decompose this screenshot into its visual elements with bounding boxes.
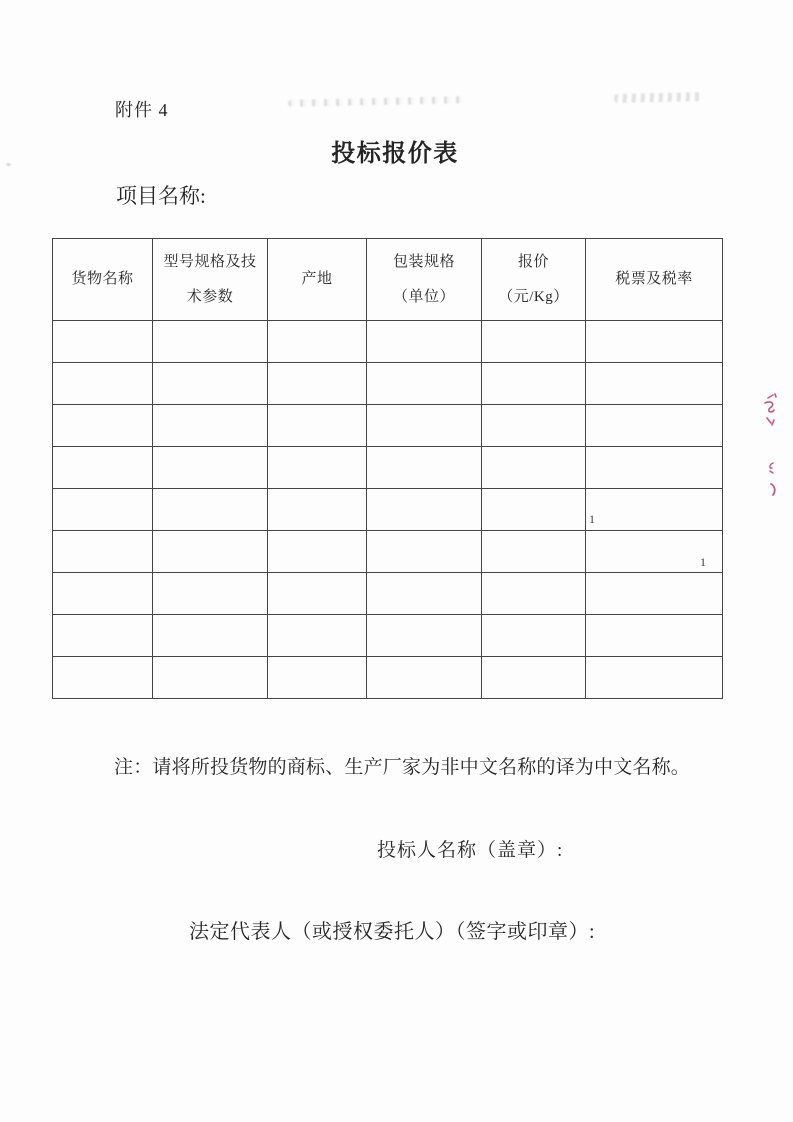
scan-smudge <box>288 96 466 107</box>
table-empty-cell <box>482 573 586 615</box>
table-row <box>53 531 723 573</box>
table-empty-cell <box>153 657 268 699</box>
table-row <box>53 489 723 531</box>
table-empty-cell <box>586 405 723 447</box>
table-empty-cell <box>367 405 482 447</box>
table-empty-cell <box>268 531 367 573</box>
table-empty-cell <box>586 321 723 363</box>
header-line: （单位） <box>392 288 455 305</box>
table-empty-cell <box>153 447 268 489</box>
table-empty-cell <box>482 363 586 405</box>
header-cell-packaging <box>367 239 482 321</box>
table-empty-cell <box>367 489 482 531</box>
header-line: 产地 <box>301 271 333 287</box>
table-empty-cell <box>53 615 153 657</box>
legal-representative-label: 法定代表人（或授权委托人）（签字或印章）: <box>189 921 596 943</box>
table-empty-cell <box>53 363 153 405</box>
table-empty-cell <box>268 447 367 489</box>
table-empty-cell <box>586 489 723 531</box>
table-empty-cell <box>367 573 482 615</box>
table-empty-cell <box>268 489 367 531</box>
header-line: 税票及税率 <box>615 271 693 287</box>
header-line: 货物名称 <box>71 271 134 287</box>
table-empty-cell <box>482 615 586 657</box>
header-cell-unit-price <box>482 239 586 321</box>
table-empty-cell <box>153 363 268 405</box>
table-row <box>53 363 723 405</box>
stray-mark: 1 <box>700 555 706 569</box>
header-cell-tax <box>586 239 723 321</box>
table-empty-cell <box>53 531 153 573</box>
table-empty-cell <box>53 489 153 531</box>
table-empty-cell <box>268 363 367 405</box>
table-empty-cell <box>482 405 586 447</box>
table-empty-cell <box>367 531 482 573</box>
table-empty-cell <box>268 405 367 447</box>
header-row <box>53 239 723 321</box>
document-title: 投标报价表 <box>331 141 459 167</box>
header-line: 报价 <box>517 253 549 270</box>
table-empty-cell <box>586 363 723 405</box>
table-row <box>53 405 723 447</box>
quotation-table-body <box>53 321 723 699</box>
table-empty-cell <box>482 531 586 573</box>
red-ink-bleed-mark <box>762 393 779 431</box>
red-ink-bleed-mark <box>768 482 778 497</box>
note-text: 注：请将所投货物的商标、生产厂家为非中文名称的译为中文名称。 <box>114 757 691 778</box>
table-empty-cell <box>367 363 482 405</box>
table-empty-cell <box>53 405 153 447</box>
table-empty-cell <box>586 657 723 699</box>
table-empty-cell <box>482 447 586 489</box>
scan-smudge <box>614 92 704 103</box>
table-empty-cell <box>268 573 367 615</box>
red-ink-bleed-mark <box>766 461 776 475</box>
table-empty-cell <box>482 321 586 363</box>
table-empty-cell <box>586 615 723 657</box>
table-empty-cell <box>153 405 268 447</box>
table-empty-cell <box>482 489 586 531</box>
table-row <box>53 321 723 363</box>
header-line: 型号规格及技 <box>163 253 257 270</box>
table-empty-cell <box>153 489 268 531</box>
table-empty-cell <box>53 447 153 489</box>
table-empty-cell <box>367 615 482 657</box>
quotation-table-head <box>53 239 723 321</box>
table-empty-cell <box>53 657 153 699</box>
header-cell-model-spec <box>153 239 268 321</box>
stray-mark: 1 <box>589 512 595 526</box>
quotation-table <box>52 238 723 699</box>
table-empty-cell <box>153 615 268 657</box>
table-empty-cell <box>586 447 723 489</box>
table-empty-cell <box>586 573 723 615</box>
table-row <box>53 615 723 657</box>
header-line: 术参数 <box>186 288 234 305</box>
header-cell-goods-name <box>53 239 153 321</box>
table-empty-cell <box>153 573 268 615</box>
table-empty-cell <box>153 321 268 363</box>
table-empty-cell <box>53 573 153 615</box>
project-name-label: 项目名称: <box>116 184 206 208</box>
header-line: （元/Kg） <box>498 288 569 305</box>
table-empty-cell <box>268 615 367 657</box>
table-empty-cell <box>367 321 482 363</box>
table-empty-cell <box>53 321 153 363</box>
header-cell-origin <box>268 239 367 321</box>
attachment-label: 附件 4 <box>115 100 169 120</box>
table-empty-cell <box>367 447 482 489</box>
table-empty-cell <box>268 657 367 699</box>
table-empty-cell <box>482 657 586 699</box>
table-empty-cell <box>268 321 367 363</box>
table-row <box>53 447 723 489</box>
table-empty-cell <box>153 531 268 573</box>
header-line: 包装规格 <box>392 253 455 270</box>
bidder-name-label: 投标人名称（盖章）: <box>377 840 564 861</box>
table-row <box>53 657 723 699</box>
table-row <box>53 573 723 615</box>
table-empty-cell <box>367 657 482 699</box>
